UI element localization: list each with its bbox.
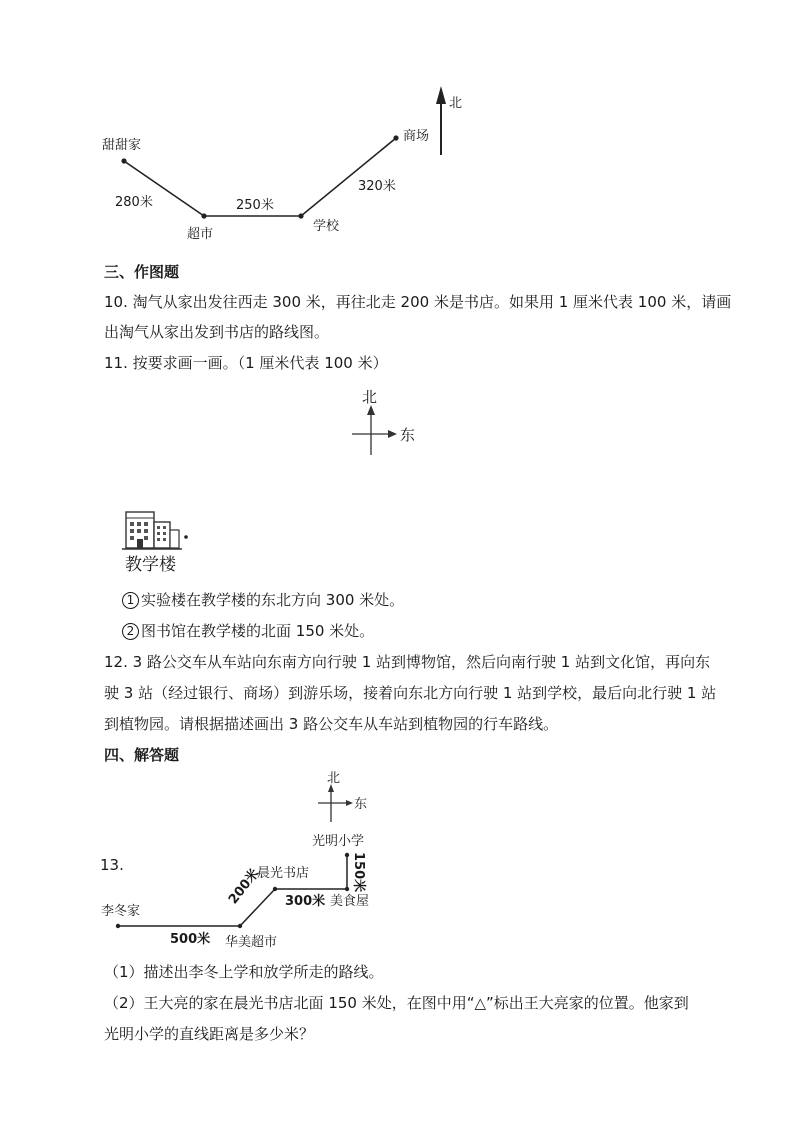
chenguang-bookstore-label: 晨光书店 [257,866,310,881]
sub-question-2-text: 图书馆在教学楼的北面 150 米处。 [141,622,375,640]
q13-east-label: 东 [354,797,368,812]
distance-label-280: 280米 [115,195,153,210]
north-label: 北 [449,96,463,111]
question-10-line-1: 10. 淘气从家出发往西走 300 米，再往北走 200 米是书店。如果用 1 厘米代表 100 米，请画 [104,293,732,311]
section-heading-drawing: 三、作图题 [104,263,180,281]
compass-east-label: 东 [400,426,416,444]
distance-label-250: 250米 [236,198,274,213]
q13-part-2-line-2: 光明小学的直线距离是多少米？ [104,1025,315,1043]
distance-label-300: 300米 [285,894,326,909]
huamei-supermarket-label: 华美超市 [225,935,278,950]
distance-label-320: 320米 [358,179,396,194]
supermarket-label: 超市 [187,227,214,242]
sub-question-1-text: 实验楼在教学楼的东北方向 300 米处。 [141,591,405,609]
question-12-line-3: 到植物园。请根据描述画出 3 路公交车从车站到植物园的行车路线。 [104,715,559,733]
q13-north-label: 北 [327,771,341,786]
question-10-line-2: 出淘气从家出发到书店的路线图。 [104,323,330,341]
question-12-line-2: 驶 3 站（经过银行、商场）到游乐场，接着向东北方向行驶 1 站到学校，最后向北行驶 1 站 [104,684,717,702]
section-heading-answers: 四、解答题 [104,746,180,764]
distance-label-500: 500米 [170,932,211,947]
distance-label-200: 200米 [226,866,263,908]
q13-part-1: （1）描述出李冬上学和放学所走的路线。 [104,963,384,981]
circled-number-1: 1 [122,592,139,609]
tiantian-home-label: 甜甜家 [102,138,142,153]
question-12-line-1: 12. 3 路公交车从车站向东南方向行驶 1 站到博物馆，然后向南行驶 1 站到文化馆，再向东 [104,653,711,671]
question-11: 11. 按要求画一画。（1 厘米代表 100 米） [104,354,388,372]
circled-number-2: 2 [122,623,139,640]
q13-part-2-line-1: （2）王大亮的家在晨光书店北面 150 米处，在图中用“△”标出王大亮家的位置。他家到 [104,994,689,1012]
lidong-home-label: 李冬家 [101,904,141,919]
school-label: 学校 [313,219,340,234]
question-13-number: 13. [100,856,124,874]
food-house-label: 美食屋 [330,894,370,909]
distance-label-150: 150米 [351,852,366,893]
mall-label: 商场 [403,129,430,144]
guangming-school-label: 光明小学 [312,834,365,849]
teaching-building-label: 教学楼 [125,555,176,575]
compass-north-label: 北 [362,388,378,406]
